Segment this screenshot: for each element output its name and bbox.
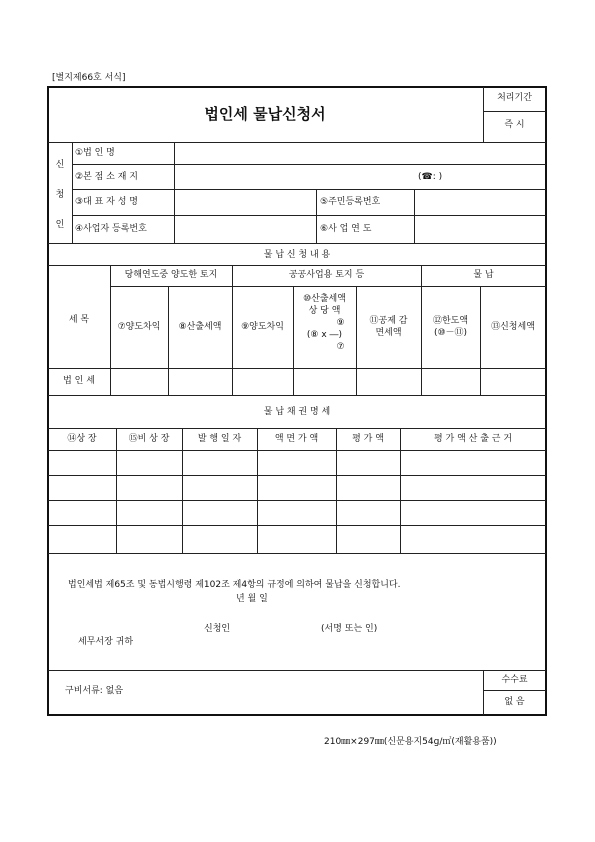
col-line-g [480, 286, 481, 395]
processing-label: 처리기간 [497, 93, 532, 103]
attachments: 구비서류: 없음 [65, 686, 124, 696]
bond-table-bottom [48, 553, 546, 554]
group-public-land: 공공사업용 토지 등 [288, 270, 365, 280]
header-bottom-line [48, 368, 546, 369]
outer-border-bottom [47, 714, 547, 716]
form-number: [별지제66호 서식] [52, 73, 126, 83]
section2-title-line [48, 428, 546, 429]
bond-row-line-3 [48, 525, 546, 526]
bond-col-line-2 [182, 428, 183, 553]
rep-name-label: ③대 표 자 성 명 [75, 197, 138, 207]
outer-border-top [47, 86, 547, 88]
col10-header-4: (⑧ x ―) [306, 330, 343, 340]
bond-col-line-1 [116, 428, 117, 553]
outer-border-right [545, 86, 547, 716]
group-current-year: 당해연도중 양도한 토지 [124, 270, 218, 280]
resident-no-label: ⑤주민등록번호 [320, 197, 381, 207]
processing-divider [483, 111, 546, 112]
biz-reg-label: ④사업자 등록번호 [75, 224, 147, 234]
col8-header: ⑧산출세액 [178, 322, 222, 332]
fee-label: 수수료 [501, 675, 528, 685]
bond-header-unlisted: ⑮비 상 장 [128, 434, 170, 444]
row-line-4 [48, 243, 546, 244]
bond-header-listed: ⑭상 장 [67, 434, 97, 444]
applicant-side-1: 신 [55, 160, 65, 170]
col9-header: ⑨양도차익 [241, 322, 284, 332]
col-line-b [168, 286, 169, 395]
col-line-e [356, 286, 357, 395]
paper-size: 210㎜×297㎜(신문용지54g/㎡(재활용품)) [324, 737, 497, 747]
fee-value: 없 음 [504, 697, 525, 707]
col10-header-5: ⑦ [336, 342, 345, 352]
col12-header-1: ⑫한도액 [432, 316, 469, 326]
outer-border-left [47, 86, 49, 716]
date-line: 년 월 일 [236, 594, 268, 604]
bond-header-face-value: 액 면 가 액 [274, 434, 319, 444]
applicant-side-divider [72, 142, 73, 243]
mid-divider [316, 189, 317, 243]
section1-title: 물 납 신 청 내 용 [263, 250, 331, 260]
sign-note: (서명 또는 인) [321, 624, 378, 634]
applicant-side-3: 인 [55, 220, 65, 230]
bond-header-issue-date: 발 행 일 자 [197, 434, 242, 444]
bond-col-line-4 [336, 428, 337, 553]
bond-row-line-1 [48, 475, 546, 476]
bond-header-line [48, 450, 546, 451]
col13-header: ⑬신청세액 [491, 322, 535, 332]
corp-tax-row-label: 법 인 세 [63, 376, 95, 386]
col11-header-2: 면세액 [375, 328, 402, 338]
row-line-1 [72, 164, 546, 165]
applicant-side-2: 청 [55, 190, 65, 200]
business-year-label: ⑥사 업 연 도 [320, 224, 372, 234]
bond-header-appraised: 평 가 액 [352, 434, 384, 444]
group-payment: 물 납 [473, 270, 494, 280]
processing-value: 즉 시 [504, 120, 525, 130]
col10-header-3: ⑨ [336, 318, 345, 328]
fee-mid-line [483, 690, 546, 691]
row-line-3 [72, 215, 546, 216]
col10-header-2: 상 당 액 [308, 306, 341, 316]
col12-header-2: (⑩－⑪) [433, 328, 468, 338]
section1-title-line [48, 265, 546, 266]
section1-bottom-line [48, 395, 546, 396]
phone-field: (☎: ) [418, 172, 443, 182]
row-line-2 [72, 189, 546, 190]
bond-header-basis: 평 가 액 산 출 근 거 [433, 434, 513, 444]
hq-address-label: ②본 점 소 재 지 [75, 172, 138, 182]
corp-name-label: ①법 인 명 [75, 148, 115, 158]
col7-header: ⑦양도차익 [117, 322, 161, 332]
section2-title: 물 납 채 권 명 세 [263, 407, 331, 417]
bond-col-line-5 [400, 428, 401, 553]
footer-top-line [48, 670, 546, 671]
label-value-divider [174, 142, 175, 243]
declaration-text: 법인세법 제65조 및 동법시행령 제102조 제4항의 규정에 의하여 물납을 신청합니다. [68, 580, 401, 590]
mid-divider-2 [414, 189, 415, 243]
title-bottom-line [48, 142, 546, 143]
addressee: 세무서장 귀하 [78, 637, 134, 647]
form-title: 법인세 물납신청서 [204, 105, 326, 123]
applicant-sign-label: 신청인 [204, 624, 231, 634]
col10-header-1: ⑩산출세액 [303, 294, 346, 304]
tax-item-label: 세 목 [68, 315, 90, 325]
bond-row-line-2 [48, 500, 546, 501]
bond-col-line-3 [257, 428, 258, 553]
col11-header-1: ⑪공제 감 [369, 316, 408, 326]
